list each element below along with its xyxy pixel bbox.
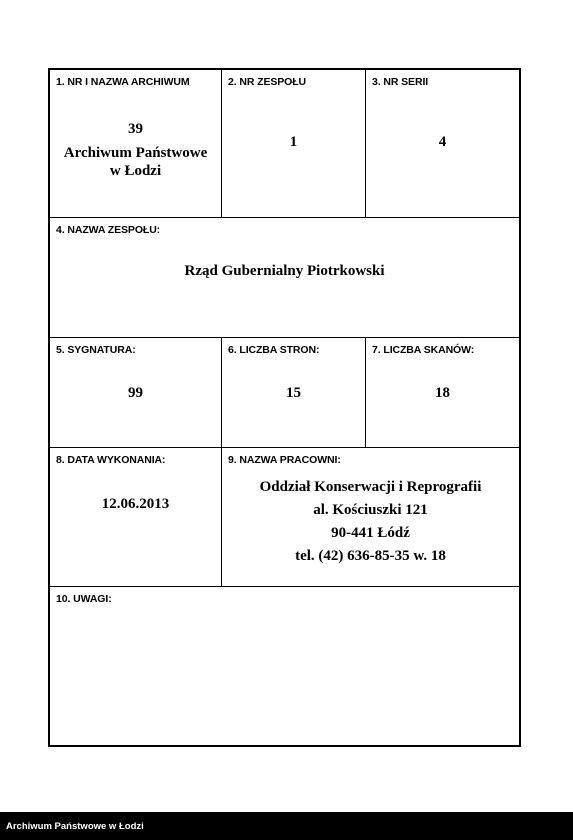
cell-signature — [50, 338, 221, 447]
footer-text: Archiwum Państwowe w Łodzi — [6, 821, 144, 832]
scan-count-value: 18 — [435, 385, 450, 401]
archive-metadata-card — [48, 68, 521, 747]
workshop-line1: Oddział Konserwacji i Reprografii — [259, 479, 482, 495]
footer-bar — [0, 812, 573, 840]
signature-label: 5. SYGNATURA: — [56, 344, 136, 356]
cell-series-no — [365, 70, 519, 217]
workshop-line3: 90-441 Łódź — [331, 525, 410, 541]
archive-name-line2: w Łodzi — [109, 163, 162, 179]
workshop-line2: al. Kościuszki 121 — [313, 502, 428, 518]
date-label: 8. DATA WYKONANIA: — [56, 454, 166, 466]
row-date-workshop — [50, 448, 519, 587]
cell-scan-count — [365, 338, 519, 447]
row-collection-name — [50, 218, 519, 338]
cell-workshop — [221, 448, 519, 586]
cell-remarks — [50, 587, 519, 745]
cell-date — [50, 448, 221, 586]
collection-no-label: 2. NR ZESPOŁU — [228, 76, 307, 88]
series-no-value: 4 — [438, 134, 447, 150]
collection-no-value: 1 — [289, 134, 298, 150]
remarks-label: 10. UWAGI: — [56, 593, 112, 605]
archive-number: 39 — [128, 121, 143, 137]
scan-count-label: 7. LICZBA SKANÓW: — [372, 344, 475, 356]
page-count-label: 6. LICZBA STRON: — [228, 344, 320, 356]
page-count-value: 15 — [286, 385, 301, 401]
workshop-line4: tel. (42) 636-85-35 w. 18 — [295, 548, 446, 564]
archive-name-line1: Archiwum Państwowe — [63, 145, 208, 161]
row-remarks — [50, 587, 519, 745]
collection-name-value: Rząd Gubernialny Piotrkowski — [184, 263, 385, 279]
cell-collection-name — [50, 218, 519, 337]
row-archive-info — [50, 70, 519, 218]
cell-page-count — [221, 338, 365, 447]
collection-name-label: 4. NAZWA ZESPOŁU: — [56, 224, 161, 236]
workshop-label: 9. NAZWA PRACOWNI: — [228, 454, 341, 466]
row-counts — [50, 338, 519, 448]
cell-archive — [50, 70, 221, 217]
archive-label: 1. NR I NAZWA ARCHIWUM — [56, 76, 190, 88]
cell-collection-no — [221, 70, 365, 217]
signature-value: 99 — [128, 385, 143, 401]
date-value: 12.06.2013 — [101, 496, 170, 512]
series-no-label: 3. NR SERII — [372, 76, 429, 88]
